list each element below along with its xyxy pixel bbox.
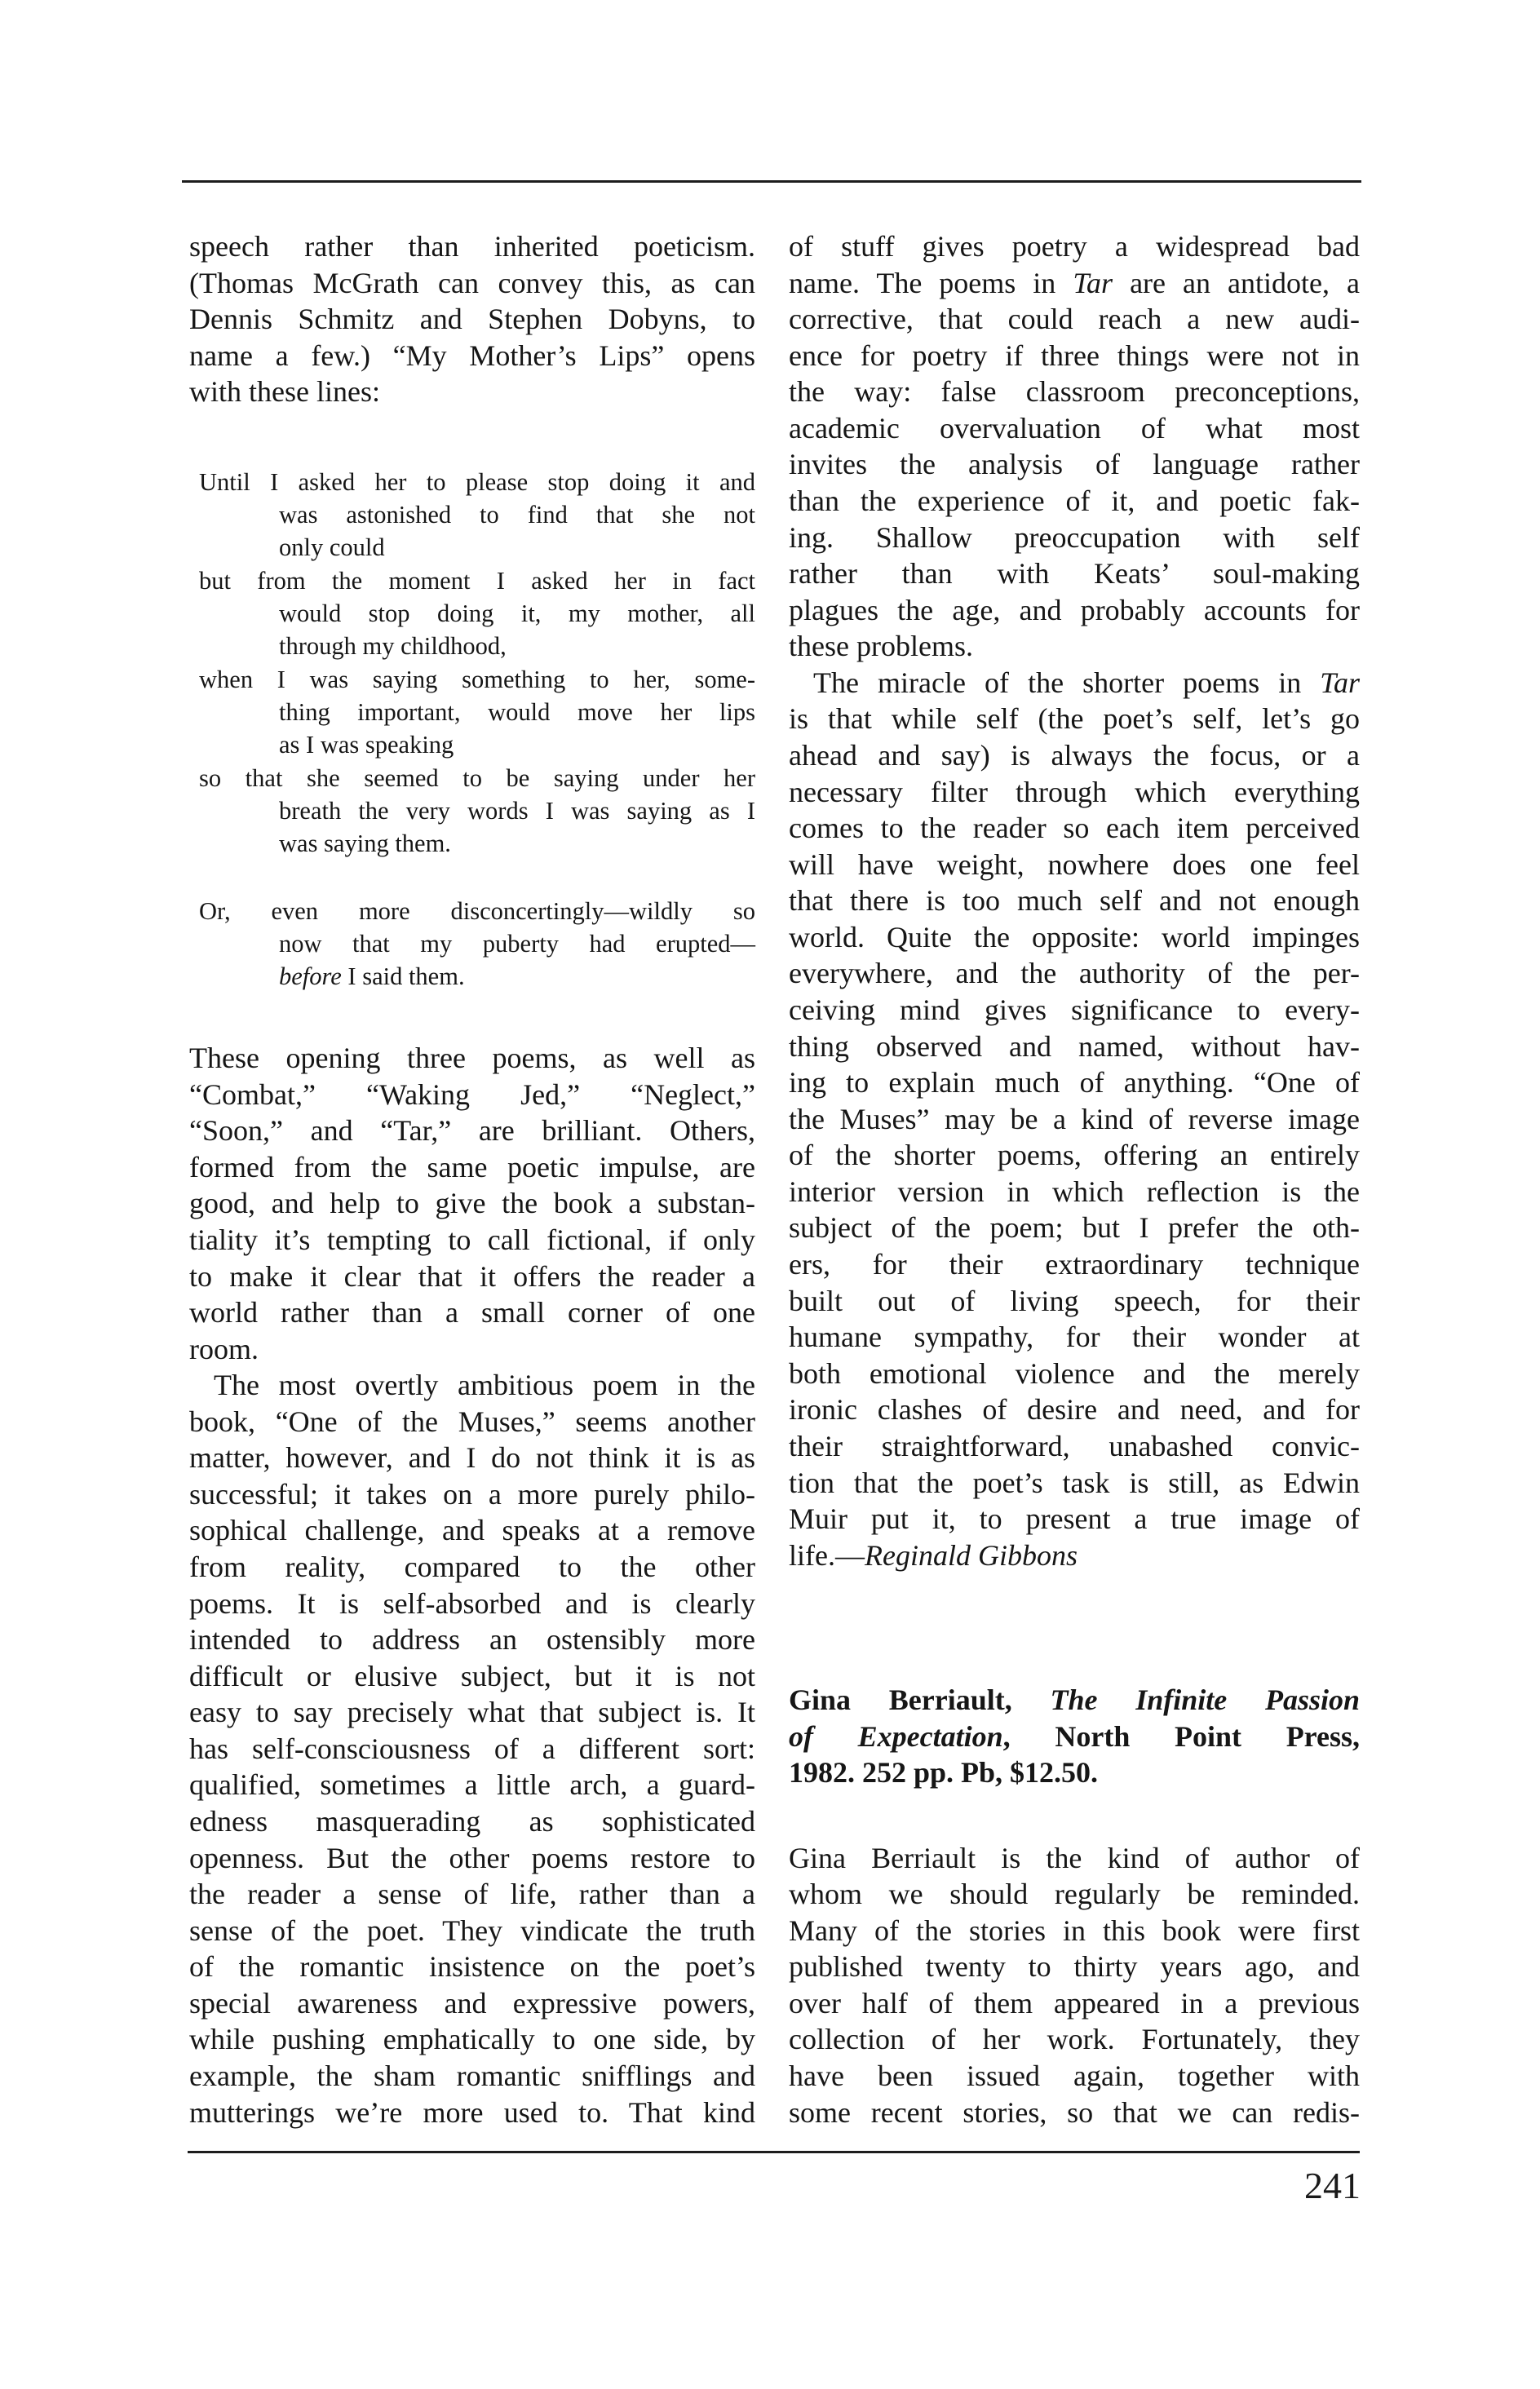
text-line: the reader a sense of life, rather than a <box>189 1878 755 1910</box>
review-heading-line <box>789 1719 1360 1754</box>
reviewer-signature: Reginald Gibbons <box>864 1539 1078 1572</box>
text-span: are an antidote, a <box>1113 267 1360 299</box>
text-line: easy to say precisely what that subject is. It <box>189 1696 755 1728</box>
text-line: tion that the poet’s task is still, as Edwin <box>789 1467 1360 1499</box>
poem-line: so that she seemed to be saying under her <box>199 764 755 792</box>
poem-line: through my childhood, <box>279 632 507 660</box>
book-title-tar: Tar <box>1320 666 1360 699</box>
text-line: world rather than a small corner of one <box>189 1296 755 1329</box>
poem-text: I said them. <box>341 962 465 990</box>
text-line: of the shorter poems, offering an entirely <box>789 1139 1360 1171</box>
text-line <box>789 265 1360 301</box>
text-line: ing. Shallow preoccupation with self <box>789 521 1360 554</box>
text-span: life.— <box>789 1539 865 1572</box>
text-line: have been issued again, together with <box>789 2059 1360 2092</box>
text-line <box>789 1537 1360 1573</box>
poem-line: as I was speaking <box>279 731 454 759</box>
text-line: These opening three poems, as well as <box>189 1042 755 1074</box>
text-line: everywhere, and the authority of the per- <box>789 957 1360 989</box>
text-line: successful; it takes on a more purely philo- <box>189 1478 755 1511</box>
text-line: Many of the stories in this book were first <box>789 1914 1360 1947</box>
text-line: special awareness and expressive powers, <box>189 1987 755 2020</box>
text-line: rather than with Keats’ soul-making <box>789 557 1360 590</box>
poem-line: when I was saying something to her, some- <box>199 666 755 693</box>
text-line: mutterings we’re more used to. That kind <box>189 2096 755 2129</box>
text-line: example, the sham romantic snifflings and <box>189 2059 755 2092</box>
poem-line: was saying them. <box>279 830 451 857</box>
text-line: speech rather than inherited poeticism. <box>189 230 755 263</box>
text-line: than the experience of it, and poetic fak- <box>789 484 1360 517</box>
text-line: over half of them appeared in a previous <box>789 1987 1360 2020</box>
text-line: ing to explain much of anything. “One of <box>789 1066 1360 1099</box>
text-line: while pushing emphatically to one side, by <box>189 2023 755 2055</box>
text-line: these problems. <box>789 630 973 662</box>
review-book-title: of Expectation <box>789 1720 1003 1753</box>
emphasis-before: before <box>279 962 342 990</box>
text-line: of stuff gives poetry a widespread bad <box>789 230 1360 263</box>
text-line: corrective, that could reach a new audi- <box>789 303 1360 335</box>
text-line: interior version in which reflection is the <box>789 1175 1360 1208</box>
text-line: comes to the reader so each item perceived <box>789 812 1360 844</box>
text-line: ence for poetry if three things were not in <box>789 339 1360 372</box>
text-line: The most overtly ambitious poem in the <box>214 1369 755 1401</box>
poem-line: only could <box>279 533 385 561</box>
text-line: “Combat,” “Waking Jed,” “Neglect,” <box>189 1078 755 1111</box>
text-line: Dennis Schmitz and Stephen Dobyns, to <box>189 303 755 335</box>
text-line: some recent stories, so that we can redis- <box>789 2096 1360 2129</box>
text-line: of the romantic insistence on the poet’s <box>189 1950 755 1983</box>
text-line: openness. But the other poems restore to <box>189 1842 755 1874</box>
text-line: that there is too much self and not enough <box>789 884 1360 917</box>
text-line: good, and help to give the book a substan- <box>189 1187 755 1219</box>
text-line: ironic clashes of desire and need, and for <box>789 1393 1360 1426</box>
poem-line: now that my puberty had erupted— <box>279 930 755 958</box>
text-line: has self-consciousness of a different sort: <box>189 1732 755 1765</box>
text-line: ahead and say) is always the focus, or a <box>789 739 1360 772</box>
text-line: collection of her work. Fortunately, they <box>789 2023 1360 2055</box>
review-book-title: The Infinite Passion <box>1050 1683 1360 1716</box>
text-line: invites the analysis of language rather <box>789 448 1360 480</box>
text-line: academic overvaluation of what most <box>789 412 1360 445</box>
review-author: Gina Berriault, <box>789 1683 1051 1716</box>
text-line: edness masquerading as sophisticated <box>189 1805 755 1838</box>
text-line: (Thomas McGrath can convey this, as can <box>189 267 755 299</box>
book-title-tar: Tar <box>1073 267 1113 299</box>
poem-line: Until I asked her to please stop doing it and <box>199 468 755 496</box>
text-line: is that while self (the poet’s self, let’s go <box>789 702 1360 735</box>
text-line: intended to address an ostensibly more <box>189 1623 755 1656</box>
text-line: qualified, sometimes a little arch, a guard- <box>189 1768 755 1801</box>
poem-line: would stop doing it, my mother, all <box>279 599 755 627</box>
text-line: their straightforward, unabashed convic- <box>789 1430 1360 1462</box>
text-line: world. Quite the opposite: world impinges <box>789 921 1360 953</box>
text-line: sense of the poet. They vindicate the truth <box>189 1914 755 1947</box>
text-line: Muir put it, to present a true image of <box>789 1502 1360 1535</box>
text-line: ceiving mind gives significance to every- <box>789 993 1360 1026</box>
review-publisher: , North Point Press, <box>1002 1720 1361 1753</box>
text-line <box>789 665 1360 701</box>
review-heading-line: 1982. 252 pp. Pb, $12.50. <box>789 1756 1099 1789</box>
text-line: “Soon,” and “Tar,” are brilliant. Others, <box>189 1114 755 1147</box>
text-line: difficult or elusive subject, but it is not <box>189 1660 755 1692</box>
text-line: will have weight, nowhere does one feel <box>789 848 1360 881</box>
text-line: Gina Berriault is the kind of author of <box>789 1842 1360 1874</box>
text-line: poems. It is self-absorbed and is clearly <box>189 1587 755 1620</box>
text-line: both emotional violence and the merely <box>789 1357 1360 1390</box>
top-rule <box>182 180 1361 183</box>
text-line: plagues the age, and probably accounts for <box>789 594 1360 626</box>
text-line: with these lines: <box>189 375 380 408</box>
text-line: formed from the same poetic impulse, are <box>189 1151 755 1183</box>
text-line: thing observed and named, without hav- <box>789 1030 1360 1063</box>
text-line: the way: false classroom preconceptions, <box>789 375 1360 408</box>
poem-line <box>279 960 755 993</box>
text-span: name. The poems in <box>789 267 1073 299</box>
text-line: necessary filter through which everything <box>789 776 1360 808</box>
text-line: subject of the poem; but I prefer the oth- <box>789 1211 1360 1244</box>
text-line: published twenty to thirty years ago, and <box>789 1950 1360 1983</box>
review-heading-line <box>789 1682 1360 1718</box>
text-line: matter, however, and I do not think it is as <box>189 1441 755 1474</box>
poem-line: breath the very words I was saying as I <box>279 797 755 825</box>
text-line: the Muses” may be a kind of reverse image <box>789 1103 1360 1135</box>
text-line: sophical challenge, and speaks at a remove <box>189 1514 755 1546</box>
poem-line: was astonished to find that she not <box>279 501 755 529</box>
text-line: from reality, compared to the other <box>189 1551 755 1583</box>
text-line: book, “One of the Muses,” seems another <box>189 1405 755 1438</box>
text-line: built out of living speech, for their <box>789 1285 1360 1317</box>
poem-line: Or, even more disconcertingly—wildly so <box>199 897 755 925</box>
text-span: The miracle of the shorter poems in <box>813 666 1321 699</box>
bottom-rule <box>188 2151 1360 2153</box>
poem-line: but from the moment I asked her in fact <box>199 567 755 595</box>
text-line: whom we should regularly be reminded. <box>789 1878 1360 1910</box>
text-line: ers, for their extraordinary technique <box>789 1248 1360 1281</box>
page-number: 241 <box>1304 2165 1361 2206</box>
text-line: name a few.) “My Mother’s Lips” opens <box>189 339 755 372</box>
poem-line: thing important, would move her lips <box>279 698 755 726</box>
text-line: room. <box>189 1333 259 1365</box>
text-line: to make it clear that it offers the reader a <box>189 1260 755 1293</box>
text-line: humane sympathy, for their wonder at <box>789 1321 1360 1353</box>
text-line: tiality it’s tempting to call fictional, if only <box>189 1223 755 1256</box>
